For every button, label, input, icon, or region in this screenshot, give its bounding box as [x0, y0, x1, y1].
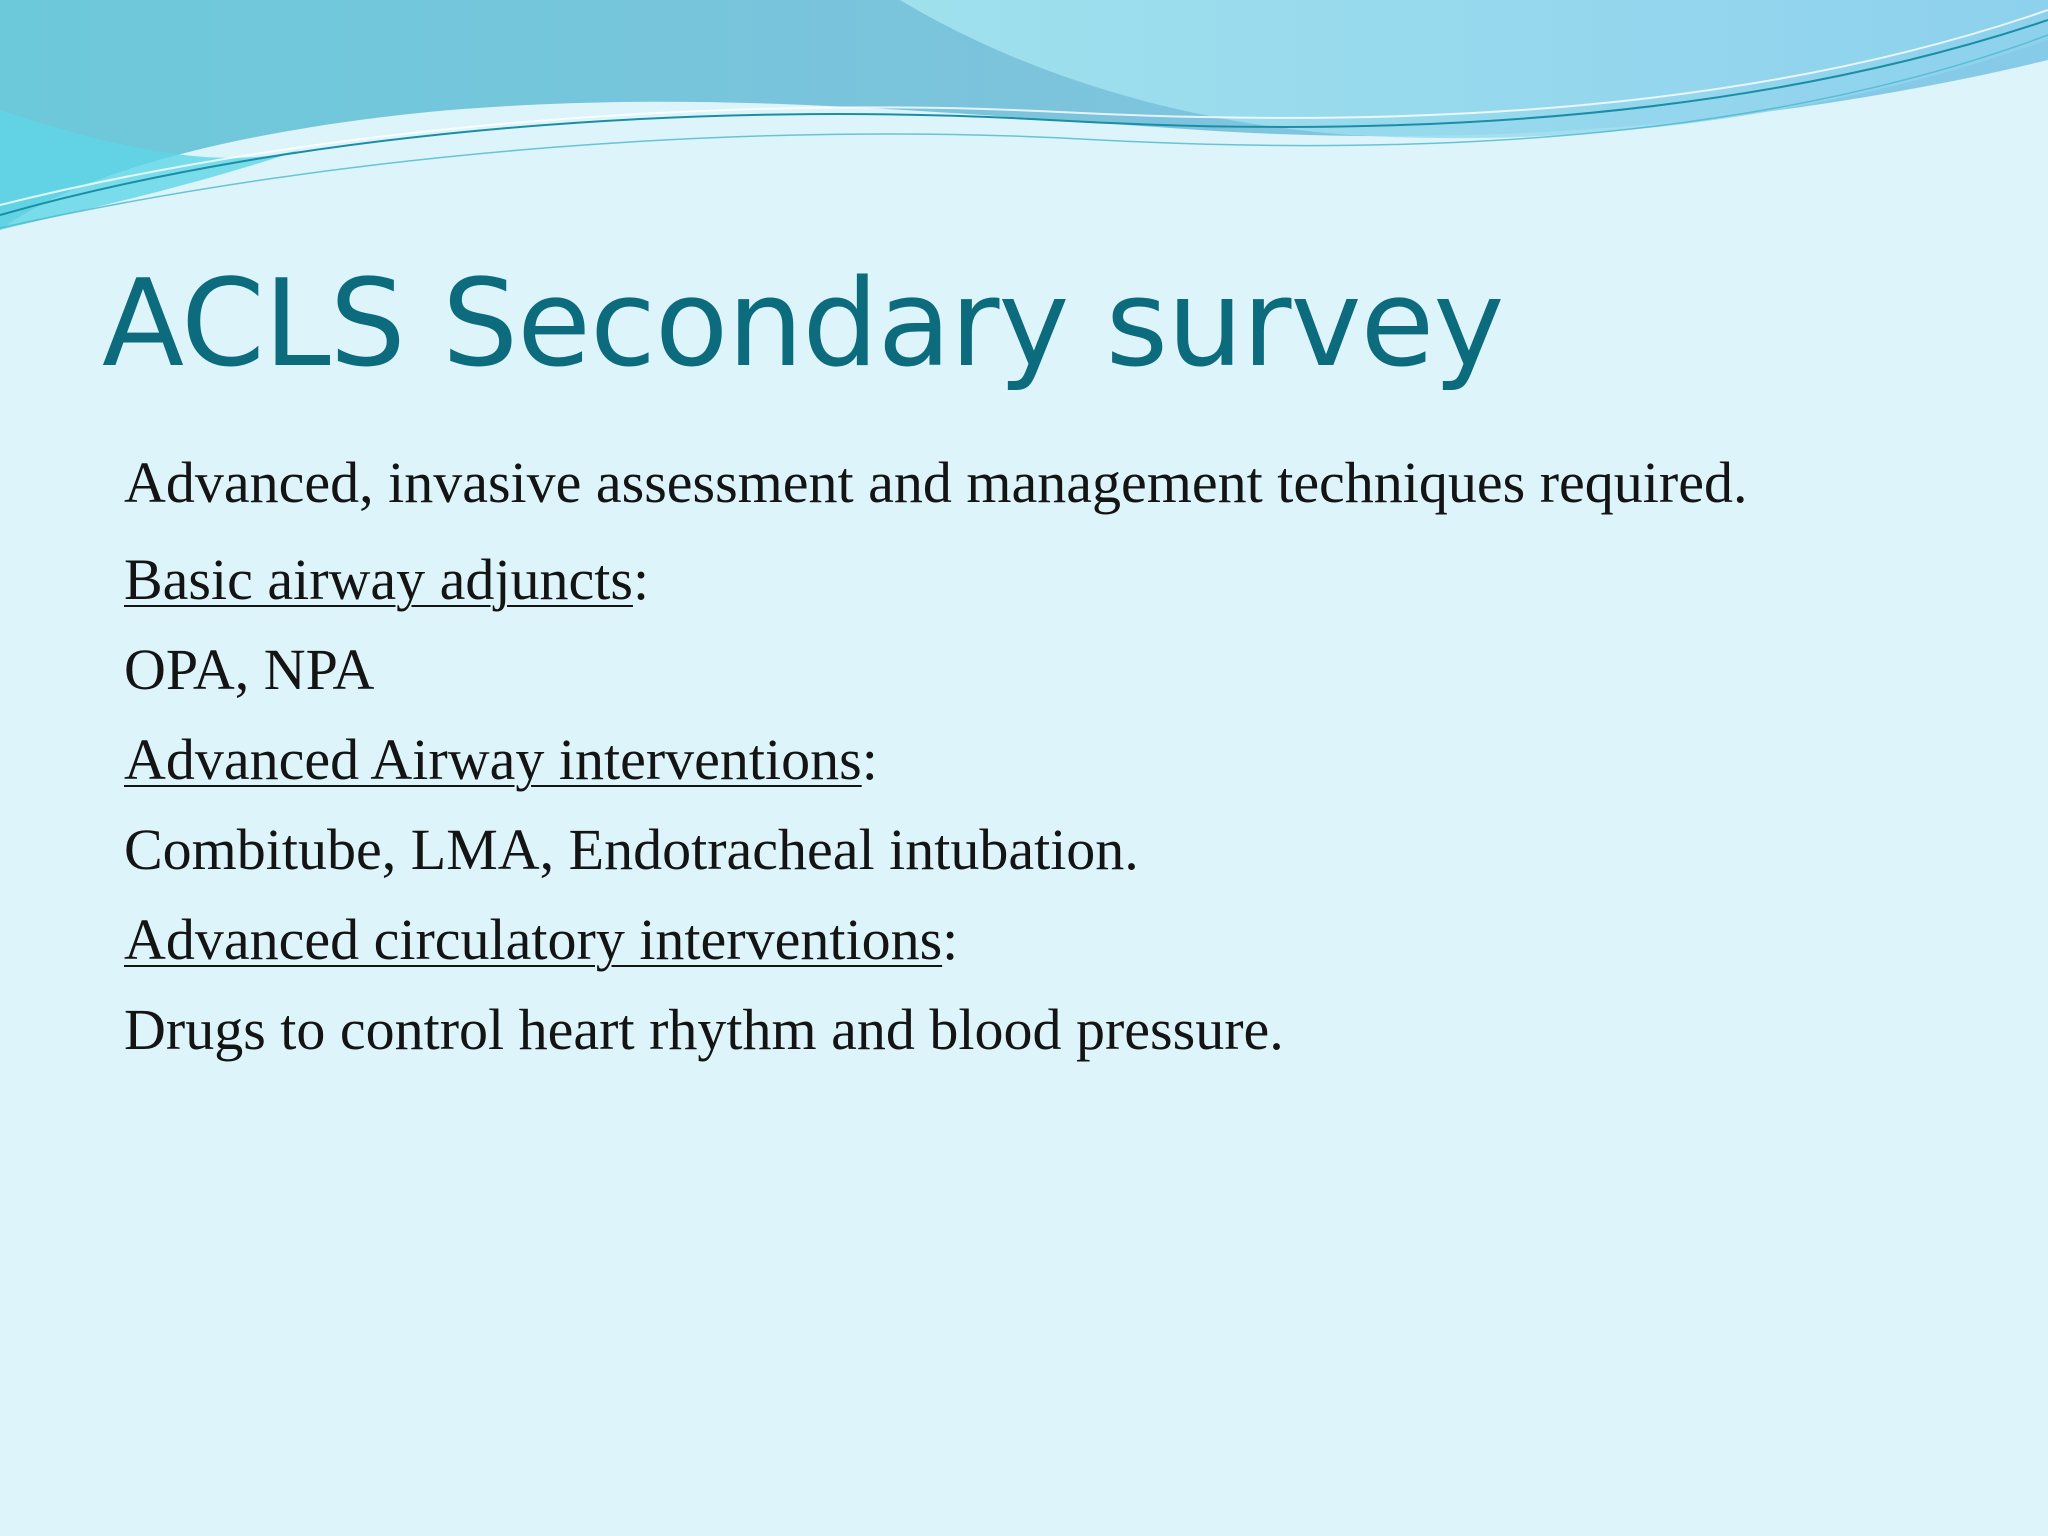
paragraph-assessment: Advanced, invasive assessment and management techniques required. — [124, 450, 1748, 515]
paragraph-advanced-airway-items: Combitube, LMA, Endotracheal intubation. — [124, 817, 1139, 882]
paragraph-basic-airway-items: OPA, NPA — [124, 637, 375, 702]
slide-body — [124, 445, 1944, 1075]
heading-advanced-airway-text: Advanced Airway interventions — [124, 727, 862, 792]
heading-advanced-airway — [124, 715, 1944, 805]
heading-basic-airway-text: Basic airway adjuncts — [124, 547, 633, 612]
heading-advanced-circulatory-text: Advanced circulatory interventions — [124, 907, 943, 972]
heading-advanced-circulatory-colon: : — [942, 907, 959, 972]
slide-title: ACLS Secondary survey — [102, 255, 1504, 394]
heading-advanced-circulatory — [124, 895, 1944, 985]
heading-advanced-airway-colon: : — [861, 727, 878, 792]
heading-basic-airway — [124, 535, 1944, 625]
paragraph-advanced-circulatory-items: Drugs to control heart rhythm and blood pressure. — [124, 997, 1284, 1062]
heading-basic-airway-colon: : — [632, 547, 650, 612]
decorative-wave-header — [0, 0, 2048, 240]
